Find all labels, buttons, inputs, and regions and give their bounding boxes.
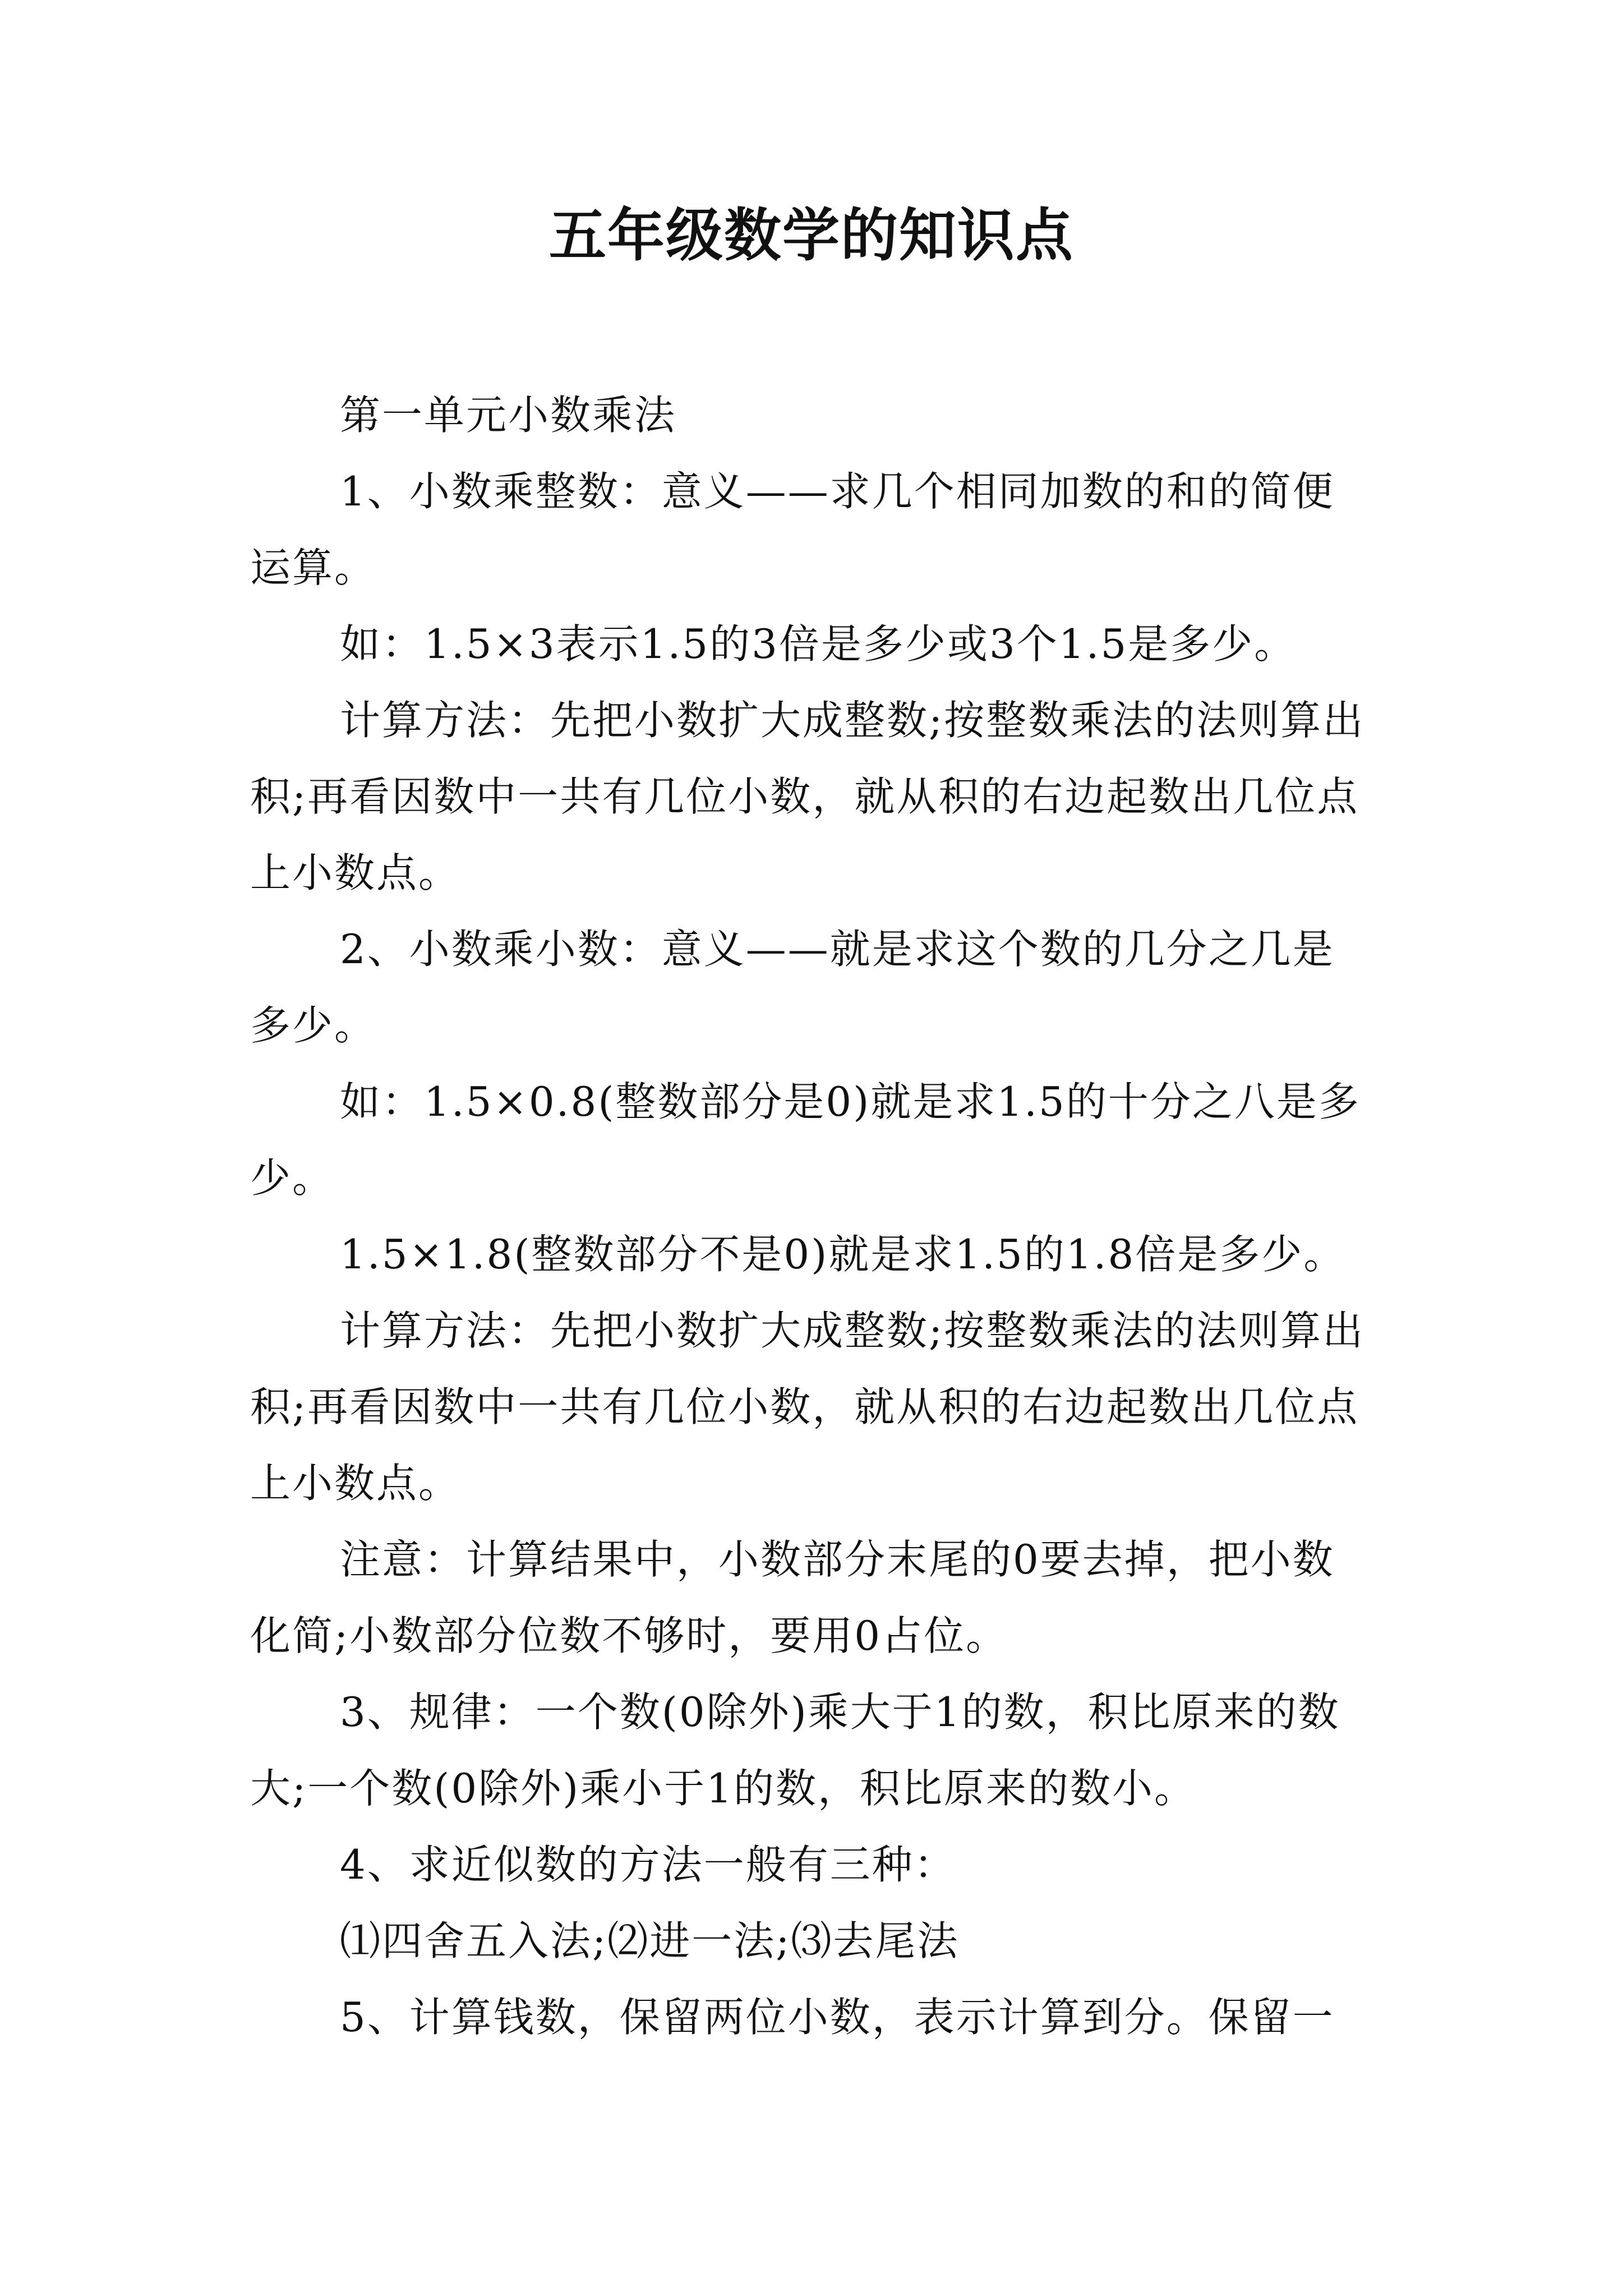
paragraph: 注意：计算结果中，小数部分末尾的0要去掉，把小数化简;小数部分位数不够时，要用0占位。	[250, 1536, 1335, 1659]
paragraph: 计算方法：先把小数扩大成整数;按整数乘法的法则算出积;再看因数中一共有几位小数，就从积的右边起数出几位点上小数点。	[250, 697, 1365, 896]
document-body	[250, 377, 1372, 2055]
paragraph: 计算方法：先把小数扩大成整数;按整数乘法的法则算出积;再看因数中一共有几位小数，就从积的右边起数出几位点上小数点。	[250, 1307, 1365, 1507]
document-title: 五年级数学的知识点	[549, 202, 1074, 269]
paragraph: 2、小数乘小数：意义——就是求这个数的几分之几是多少。	[250, 926, 1335, 1049]
paragraph-unit-heading: 第一单元小数乘法	[340, 392, 677, 439]
paragraph: 如：1.5×0.8(整数部分是0)就是求1.5的十分之八是多少。	[250, 1078, 1361, 1202]
paragraph: 1.5×1.8(整数部分不是0)就是求1.5的1.8倍是多少。	[340, 1231, 1346, 1278]
paragraph: 4、求近似数的方法一般有三种：	[340, 1841, 956, 1888]
paragraph: ⑴四舍五入法;⑵进一法;⑶去尾法	[340, 1917, 960, 1964]
paragraph: 3、规律：一个数(0除外)乘大于1的数，积比原来的数大;一个数(0除外)乘小于1的数，积比原来的数小。	[250, 1688, 1340, 1812]
paragraph: 如：1.5×3表示1.5的3倍是多少或3个1.5是多少。	[340, 620, 1297, 668]
paragraph: 5、计算钱数，保留两位小数，表示计算到分。保留一	[340, 1994, 1335, 2041]
paragraph: 1、小数乘整数：意义——求几个相同加数的和的简便运算。	[250, 468, 1335, 591]
